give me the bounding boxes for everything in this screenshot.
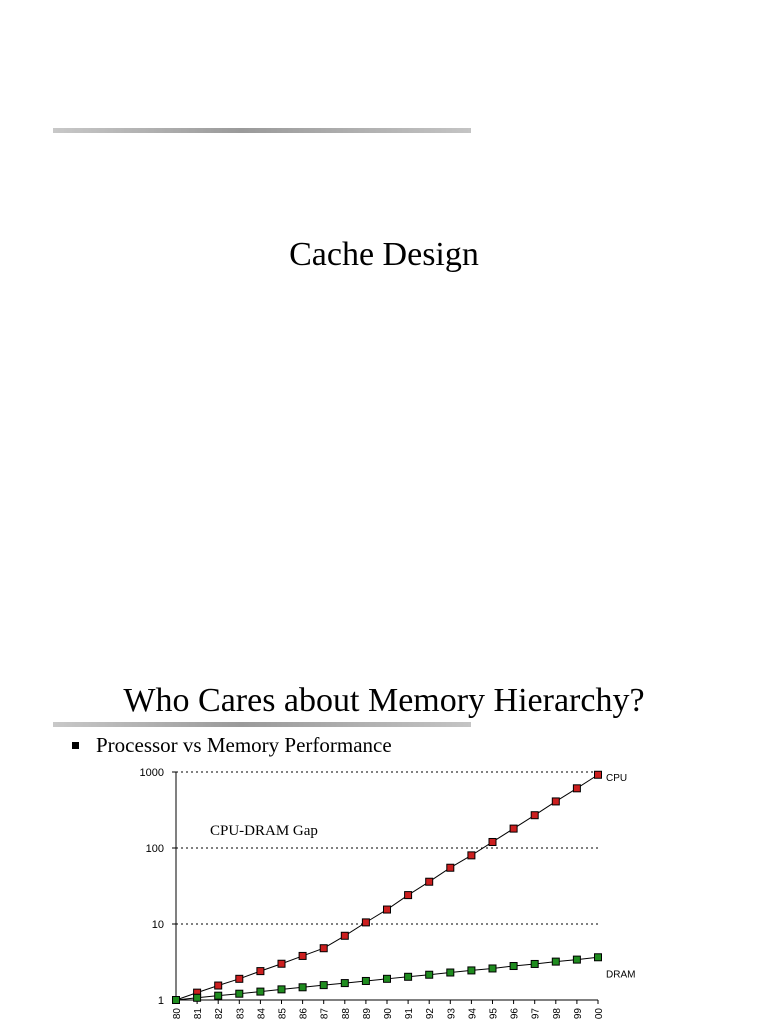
cpu-point xyxy=(426,878,433,885)
dram-point xyxy=(384,975,391,982)
dram-point xyxy=(257,988,264,995)
square-bullet-icon xyxy=(72,742,79,749)
dram-point xyxy=(489,965,496,972)
cpu-point xyxy=(236,975,243,982)
y-tick-label: 1000 xyxy=(139,767,164,779)
processor-vs-memory-chart xyxy=(0,760,768,1024)
axis-layer xyxy=(172,772,598,1004)
bullet-text: Processor vs Memory Performance xyxy=(96,733,392,757)
bullet-item xyxy=(72,733,392,757)
dram-point xyxy=(447,969,454,976)
dram-point xyxy=(362,977,369,984)
x-tick-label: 94 xyxy=(467,1008,479,1020)
cpu-point xyxy=(468,852,475,859)
x-tick-label: 90 xyxy=(383,1008,394,1020)
x-tick-label: 88 xyxy=(340,1008,352,1020)
x-tick-label: 98 xyxy=(551,1008,563,1020)
x-tick-label: 00 xyxy=(594,1008,605,1020)
dram-point xyxy=(299,984,306,991)
dram-point xyxy=(468,967,475,974)
x-tick-label: 82 xyxy=(214,1008,226,1020)
dram-point xyxy=(173,997,180,1004)
gap-annotation: CPU-DRAM Gap xyxy=(210,823,318,839)
dram-point xyxy=(215,992,222,999)
cpu-point xyxy=(278,960,285,967)
dram-point xyxy=(531,960,538,967)
dram-point xyxy=(341,980,348,987)
y-tick-label: 100 xyxy=(145,843,164,855)
cpu-point xyxy=(489,838,496,845)
x-tick-label: 99 xyxy=(572,1008,584,1020)
x-tick-label: 91 xyxy=(404,1008,416,1020)
x-tick-label: 93 xyxy=(446,1008,458,1020)
y-tick-label: 1 xyxy=(157,995,164,1007)
dram-point xyxy=(573,956,580,963)
dram-point xyxy=(278,986,285,993)
x-tick-label: 87 xyxy=(319,1008,331,1020)
cpu-point xyxy=(384,906,391,913)
x-tick-label: 92 xyxy=(425,1008,437,1020)
dram-point xyxy=(510,963,517,970)
x-tick-label: 95 xyxy=(488,1008,500,1020)
x-tick-label: 97 xyxy=(530,1008,542,1020)
cpu-point xyxy=(573,785,580,792)
cpu-point xyxy=(257,968,264,975)
cpu-point xyxy=(595,771,602,778)
dram-point xyxy=(595,954,602,961)
slide2-title: Who Cares about Memory Hierarchy? xyxy=(123,682,645,719)
x-tick-label: 89 xyxy=(361,1008,373,1020)
slide2-title-rule xyxy=(53,722,471,727)
grid-layer xyxy=(176,772,598,924)
dram-point xyxy=(194,994,201,1001)
x-tick-label: 84 xyxy=(256,1008,268,1020)
dram-point xyxy=(405,973,412,980)
cpu-point xyxy=(362,919,369,926)
dram-point xyxy=(426,971,433,978)
x-tick-label: 86 xyxy=(298,1008,310,1020)
slide1-title-rule xyxy=(53,128,471,133)
cpu-point xyxy=(510,825,517,832)
dram-point xyxy=(236,990,243,997)
cpu-point xyxy=(320,945,327,952)
cpu-point xyxy=(299,952,306,959)
x-tick-label: 80 xyxy=(172,1008,183,1020)
cpu-point xyxy=(215,982,222,989)
cpu-point xyxy=(405,892,412,899)
slide1-title: Cache Design xyxy=(289,236,479,273)
cpu-point xyxy=(552,798,559,805)
y-tick-label: 10 xyxy=(151,919,164,931)
cpu-series-label: CPU xyxy=(606,772,628,784)
cpu-point xyxy=(341,932,348,939)
dram-point xyxy=(552,958,559,965)
cpu-point xyxy=(447,864,454,871)
dram-series-label: DRAM xyxy=(606,969,636,981)
x-tick-label: 83 xyxy=(235,1008,247,1020)
x-tick-label: 96 xyxy=(509,1008,521,1020)
cpu-point xyxy=(531,812,538,819)
series-layer xyxy=(173,771,602,1003)
x-tick-label: 85 xyxy=(277,1008,289,1020)
dram-point xyxy=(320,982,327,989)
x-tick-label: 81 xyxy=(193,1008,205,1020)
